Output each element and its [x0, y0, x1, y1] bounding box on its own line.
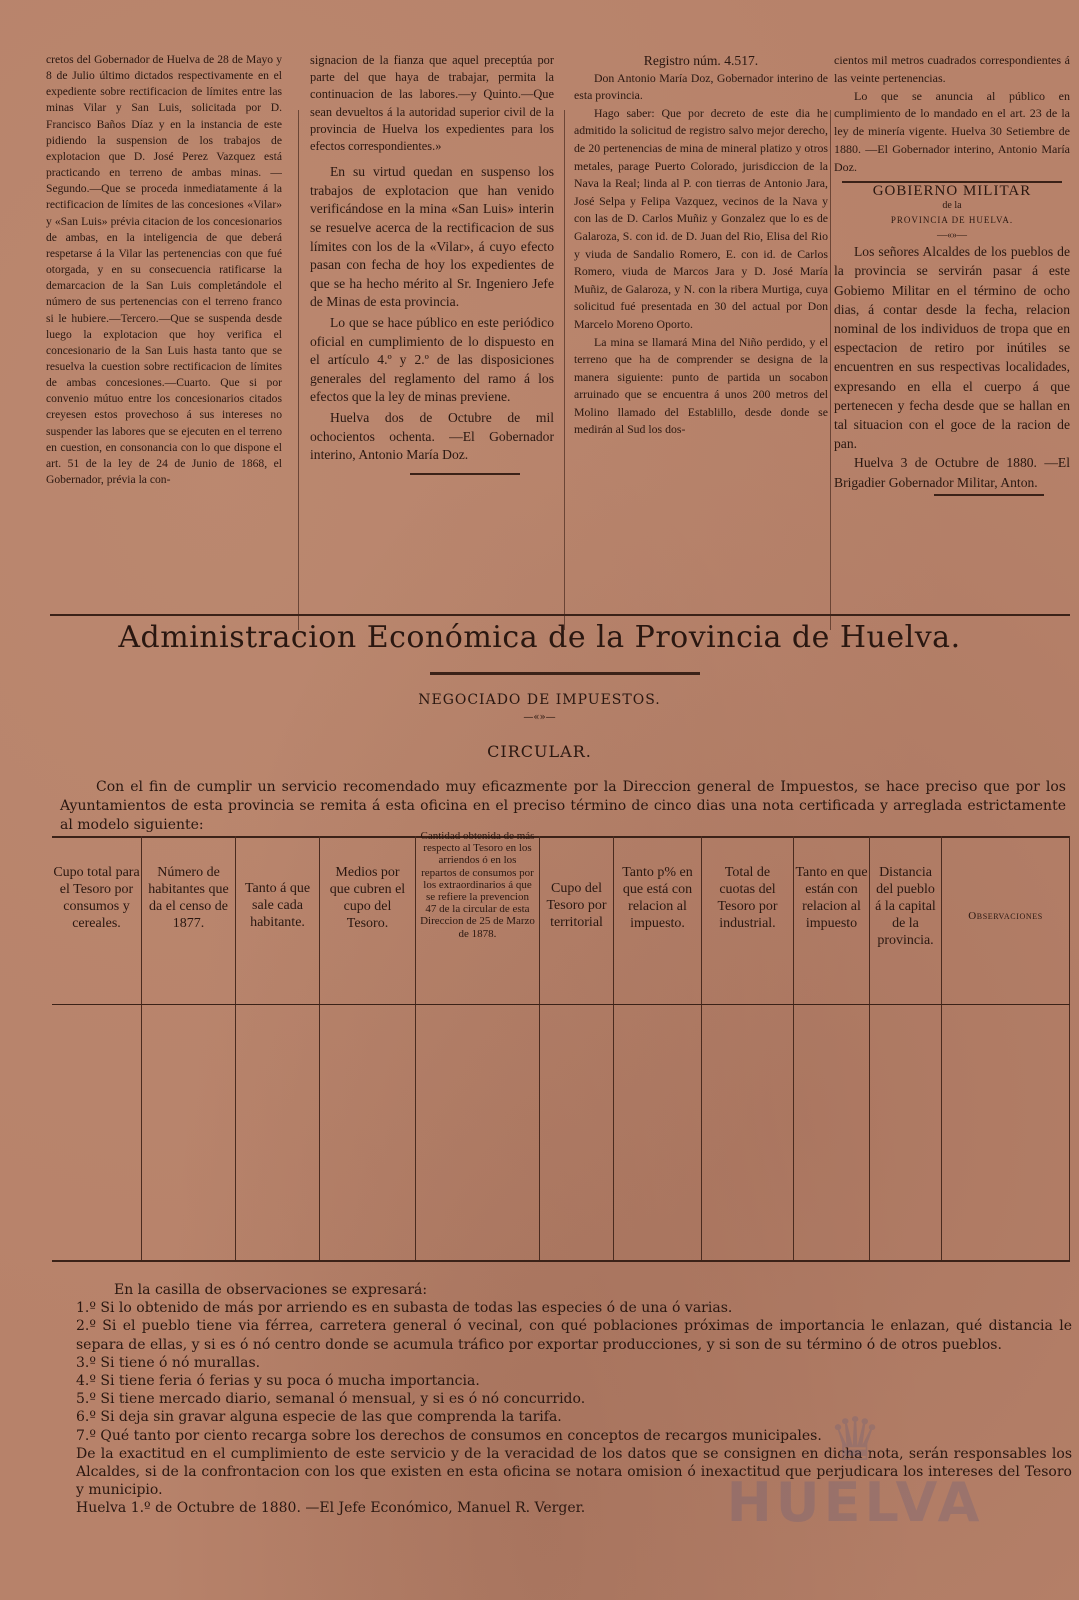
- note-item: 2.º Si el pueblo tiene via férrea, carretera general ó vecinal, con qué poblaciones próximas de importancia le enlazan, qué distancia le separa de ellas, y si es ó nó centro donde se acumula tráfico por exportar producciones, y si son de su término ó de otros pueblos.: [76, 1318, 1072, 1353]
- column-3: [574, 52, 828, 592]
- table-header: Cupo total para el Tesoro por consumos y cereales.: [53, 865, 140, 931]
- column-divider: [830, 110, 831, 630]
- column-1: [46, 52, 282, 592]
- column-2-paragraph: En su virtud quedan en suspenso los trabajos de explotacion que han venido verificándose en la mina «San Luis» interin se resuelve acerca de la rectificacion de sus límites con los de la «Vilar», á cuyo efecto pasan con fecha de hoy los expedientes de que se ha hecho mérito al Sr. Ingeniero Jefe de Minas de esta provincia.: [310, 164, 554, 310]
- table-header-rule: [52, 1004, 1070, 1005]
- column-4-paragraph: cientos mil metros cuadrados correspondientes á las veinte pertenencias.: [834, 53, 1070, 85]
- table-column: [614, 836, 702, 1262]
- note-item: 1.º Si lo obtenido de más por arriendo es en subasta de todas las especies ó de una ó varias.: [76, 1300, 733, 1317]
- table-column: [942, 836, 1070, 1262]
- column-4-paragraph: Lo que se anuncia al público en cumplimiento de lo mandado en el art. 23 de la ley de minería vigente. Huelva 30 Setiembre de 1880. —El Gobernador interino, Antonio María Doz.: [834, 88, 1070, 174]
- table-column: [870, 836, 942, 1262]
- column-2-paragraph: Lo que se hace público en este periódico oficial en cumplimiento de lo dispuesto en el artículo 4.º y 2.º de las disposiciones generales del reglamento del ramo á los efectos que la ley de minas previene.: [310, 314, 554, 405]
- column-4: [834, 52, 1070, 592]
- gobierno-militar-province: PROVINCIA DE HUELVA.: [890, 215, 1014, 226]
- table-column: [142, 836, 236, 1262]
- gobierno-militar-title: GOBIERNO MILITAR: [872, 182, 1032, 199]
- notes-lead: En la casilla de observaciones se expresará:: [114, 1282, 428, 1298]
- table-column: [794, 836, 870, 1262]
- column-1-text: cretos del Gobernador de Huelva de 28 de Mayo y 8 de Julio último dictados respectivamente en el expediente sobre rectificacion de límites entre las minas Vilar y San Luis, solicitada por D. Francisco Baños Díaz y en la instancia de este pidiendo la suspension de los trabajos de explotacion que D. José Perez Vazquez está practicando en terreno de ambas minas. —Segundo.—Que se proceda inmediatamente á la rectificacion de límites de las concesiones «Vilar» y «San Luis» prévia citacion de los concesionarios de ambas, en la inteligencia de que deberá respetarse á la Vilar las pertenencias con que fué otorgada, y en su consecuencia ratificarse la demarcacion de la San Luis completándole el número de sus pertenencias con el terreno franco si le hubiere.—Tercero.—Que se suspenda desde luego la explotacion que hoy verifica el concesionario de la San Luis hasta tanto que se resuelva la cuestion sobre rectificacion de límites de ambas concesiones.—Cuarto. Que si por convenio mútuo entre los concesionarios citados creyesen estos provechoso á sus intereses no suspender las labores que se ejecuten en el terreno en cuestion, en consonancia con lo que dispone el art. 51 de la ley de 24 de Junio de 1868, el Gobernador, prévia la con-: [46, 53, 282, 487]
- table-column: [702, 836, 794, 1262]
- table-column: [52, 836, 142, 1262]
- gobierno-militar-de: de la: [942, 200, 962, 212]
- table-column: [320, 836, 416, 1262]
- signature: Huelva 1.º de Octubre de 1880. —El Jefe Económico, Manuel R. Verger.: [76, 1500, 586, 1517]
- crown-shield-icon: ♛: [828, 1405, 882, 1475]
- negociado-heading: NEGOCIADO DE IMPUESTOS.: [418, 692, 661, 708]
- closing-paragraph: De la exactitud en el cumplimiento de este servicio y de la veracidad de los datos que se consignen en dicha nota, serán responsables los Alcaldes, si de la confrontacion con los que existen en esta oficina se notara omision ó inexactitud que perjudicara los intereses del Tesoro y municipio.: [76, 1445, 1072, 1499]
- section-separator: [50, 614, 1070, 616]
- table-header: Tanto en que están con relacion al impuesto: [795, 865, 868, 931]
- admin-title: Administracion Económica de la Provincia de Huelva.: [118, 620, 961, 655]
- ornament-line: [430, 672, 700, 675]
- table-column: [236, 836, 320, 1262]
- archive-watermark: [690, 1405, 1020, 1585]
- table-header: Medios por que cubren el cupo del Tesoro.: [329, 865, 406, 931]
- note-item: 4.º Si tiene feria ó ferias y su poca ó mucha importancia.: [76, 1373, 480, 1390]
- table-header: Observaciones: [968, 910, 1043, 922]
- ornament: —«»—: [523, 712, 556, 723]
- table-header: Cantidad obtenida de más respecto al Tesoro en los arriendos ó en los repartos de consumos por los extraordinarios á que se refiere la prevencion 47 de la circular de esta Direccion de 25 de Marzo de 1878.: [420, 830, 535, 940]
- column-3-paragraph: Hago saber: Que por decreto de este dia he admitido la solicitud de registro salvo mejor derecho, de 20 pertenencias de mina de mineral platizo y otros metales, parage Puerto Colorado, jurisdiccion de la Nava la Real; linda al P. con tierras de Antonio Jara, José Selpa y Felipa Vazquez, vecinos de la Nava y con las de D. Carlos Muñiz y Gonzalez que lo es de Galaroza, S. con id. de D. Juan del Rio, Elisa del Rio y viuda de Sandalio Romero, E. con id. de Carlos Romero, viuda de Marcos Jara y D. José María Muñiz, de Galaroza, y N. con la ribera Murtiga, cuya solicitud fué presentada en 30 del actual por Don Marcelo Moreno Oporto.: [574, 105, 828, 331]
- column-2-signature: Huelva dos de Octubre de mil ochocientos ochenta. —El Gobernador interino, Antonio María Doz.: [310, 409, 554, 463]
- table-column: [416, 830, 540, 1262]
- table-header: Cupo del Tesoro por territorial: [546, 881, 607, 930]
- model-table: [52, 830, 1070, 1262]
- column-divider: [298, 110, 299, 630]
- ornament: —«»—: [937, 230, 967, 242]
- watermark-text: HUELVA: [726, 1471, 984, 1534]
- table-column: [540, 836, 614, 1262]
- table-header: Total de cuotas del Tesoro por industrial.: [717, 865, 778, 931]
- column-divider: [564, 110, 565, 630]
- note-item: 5.º Si tiene mercado diario, semanal ó mensual, y si es ó nó concurrido.: [76, 1391, 586, 1408]
- column-3-paragraph: Don Antonio María Doz, Gobernador interino de esta provincia.: [574, 70, 828, 103]
- column-2: [310, 52, 554, 592]
- table-header: Distancia del pueblo á la capital de la provincia.: [875, 865, 936, 948]
- end-rule: [410, 473, 520, 475]
- column-4-signature: Huelva 3 de Octubre de 1880. —El Brigadier Gobernador Militar, Anton.: [834, 455, 1070, 490]
- column-2-paragraph: signacion de la fianza que aquel preceptúa por parte del que haya de trabajar, permita la continuacion de las labores.—y Quinto.—Que sean devueltos á la autoridad superior civil de la provincia de Huelva los expedientes para los efectos correspondientes.»: [310, 53, 554, 154]
- note-item: 3.º Si tiene ó nó murallas.: [76, 1354, 261, 1371]
- table-header: Tanto á que sale cada habitante.: [244, 881, 311, 930]
- table-header: Número de habitantes que da el censo de 1877.: [148, 865, 229, 931]
- table-header: Tanto p% en que está con relacion al impuesto.: [622, 865, 693, 931]
- end-rule: [934, 494, 1044, 496]
- column-4-paragraph: Los señores Alcaldes de los pueblos de la provincia se servirán pasar á este Gobiemo Militar en el término de ocho dias, á contar desde la fecha, relacion nominal de los individuos de tropa que en espectacion de retiro por inútiles se encuentren en sus respectivas localidades, expresando en ella el cuerpo á que pertenecen y fecha desde que se hallan en tal situacion con el goce de la racion de pan.: [834, 244, 1070, 452]
- column-3-paragraph: La mina se llamará Mina del Niño perdido, y el terreno que ha de comprender se designa de la manera siguiente: punto de partida un socabon arruinado que se encuentra á unos 200 metros del Molino llamado del Establillo, desde donde se medirán al Sud los dos-: [574, 334, 828, 437]
- note-item: 6.º Si deja sin gravar alguna especie de las que comprenda la tarifa.: [76, 1409, 562, 1426]
- circular-heading: CIRCULAR.: [487, 742, 592, 761]
- table-bottom-rule: [52, 1260, 1070, 1262]
- registro-number: Registro núm. 4.517.: [643, 53, 759, 68]
- note-item: 7.º Qué tanto por ciento recarga sobre los derechos de consumos en conceptos de recargos municipales.: [76, 1427, 822, 1444]
- circular-intro: Con el fin de cumplir un servicio recomendado muy eficazmente por la Direccion general de Impuestos, se hace preciso que por los Ayuntamientos de esta provincia se remita á esta oficina en el preciso término de cinco dias una nota certificada y arreglada estrictamente al modelo siguiente:: [60, 779, 1066, 833]
- top-columns: [46, 52, 1070, 592]
